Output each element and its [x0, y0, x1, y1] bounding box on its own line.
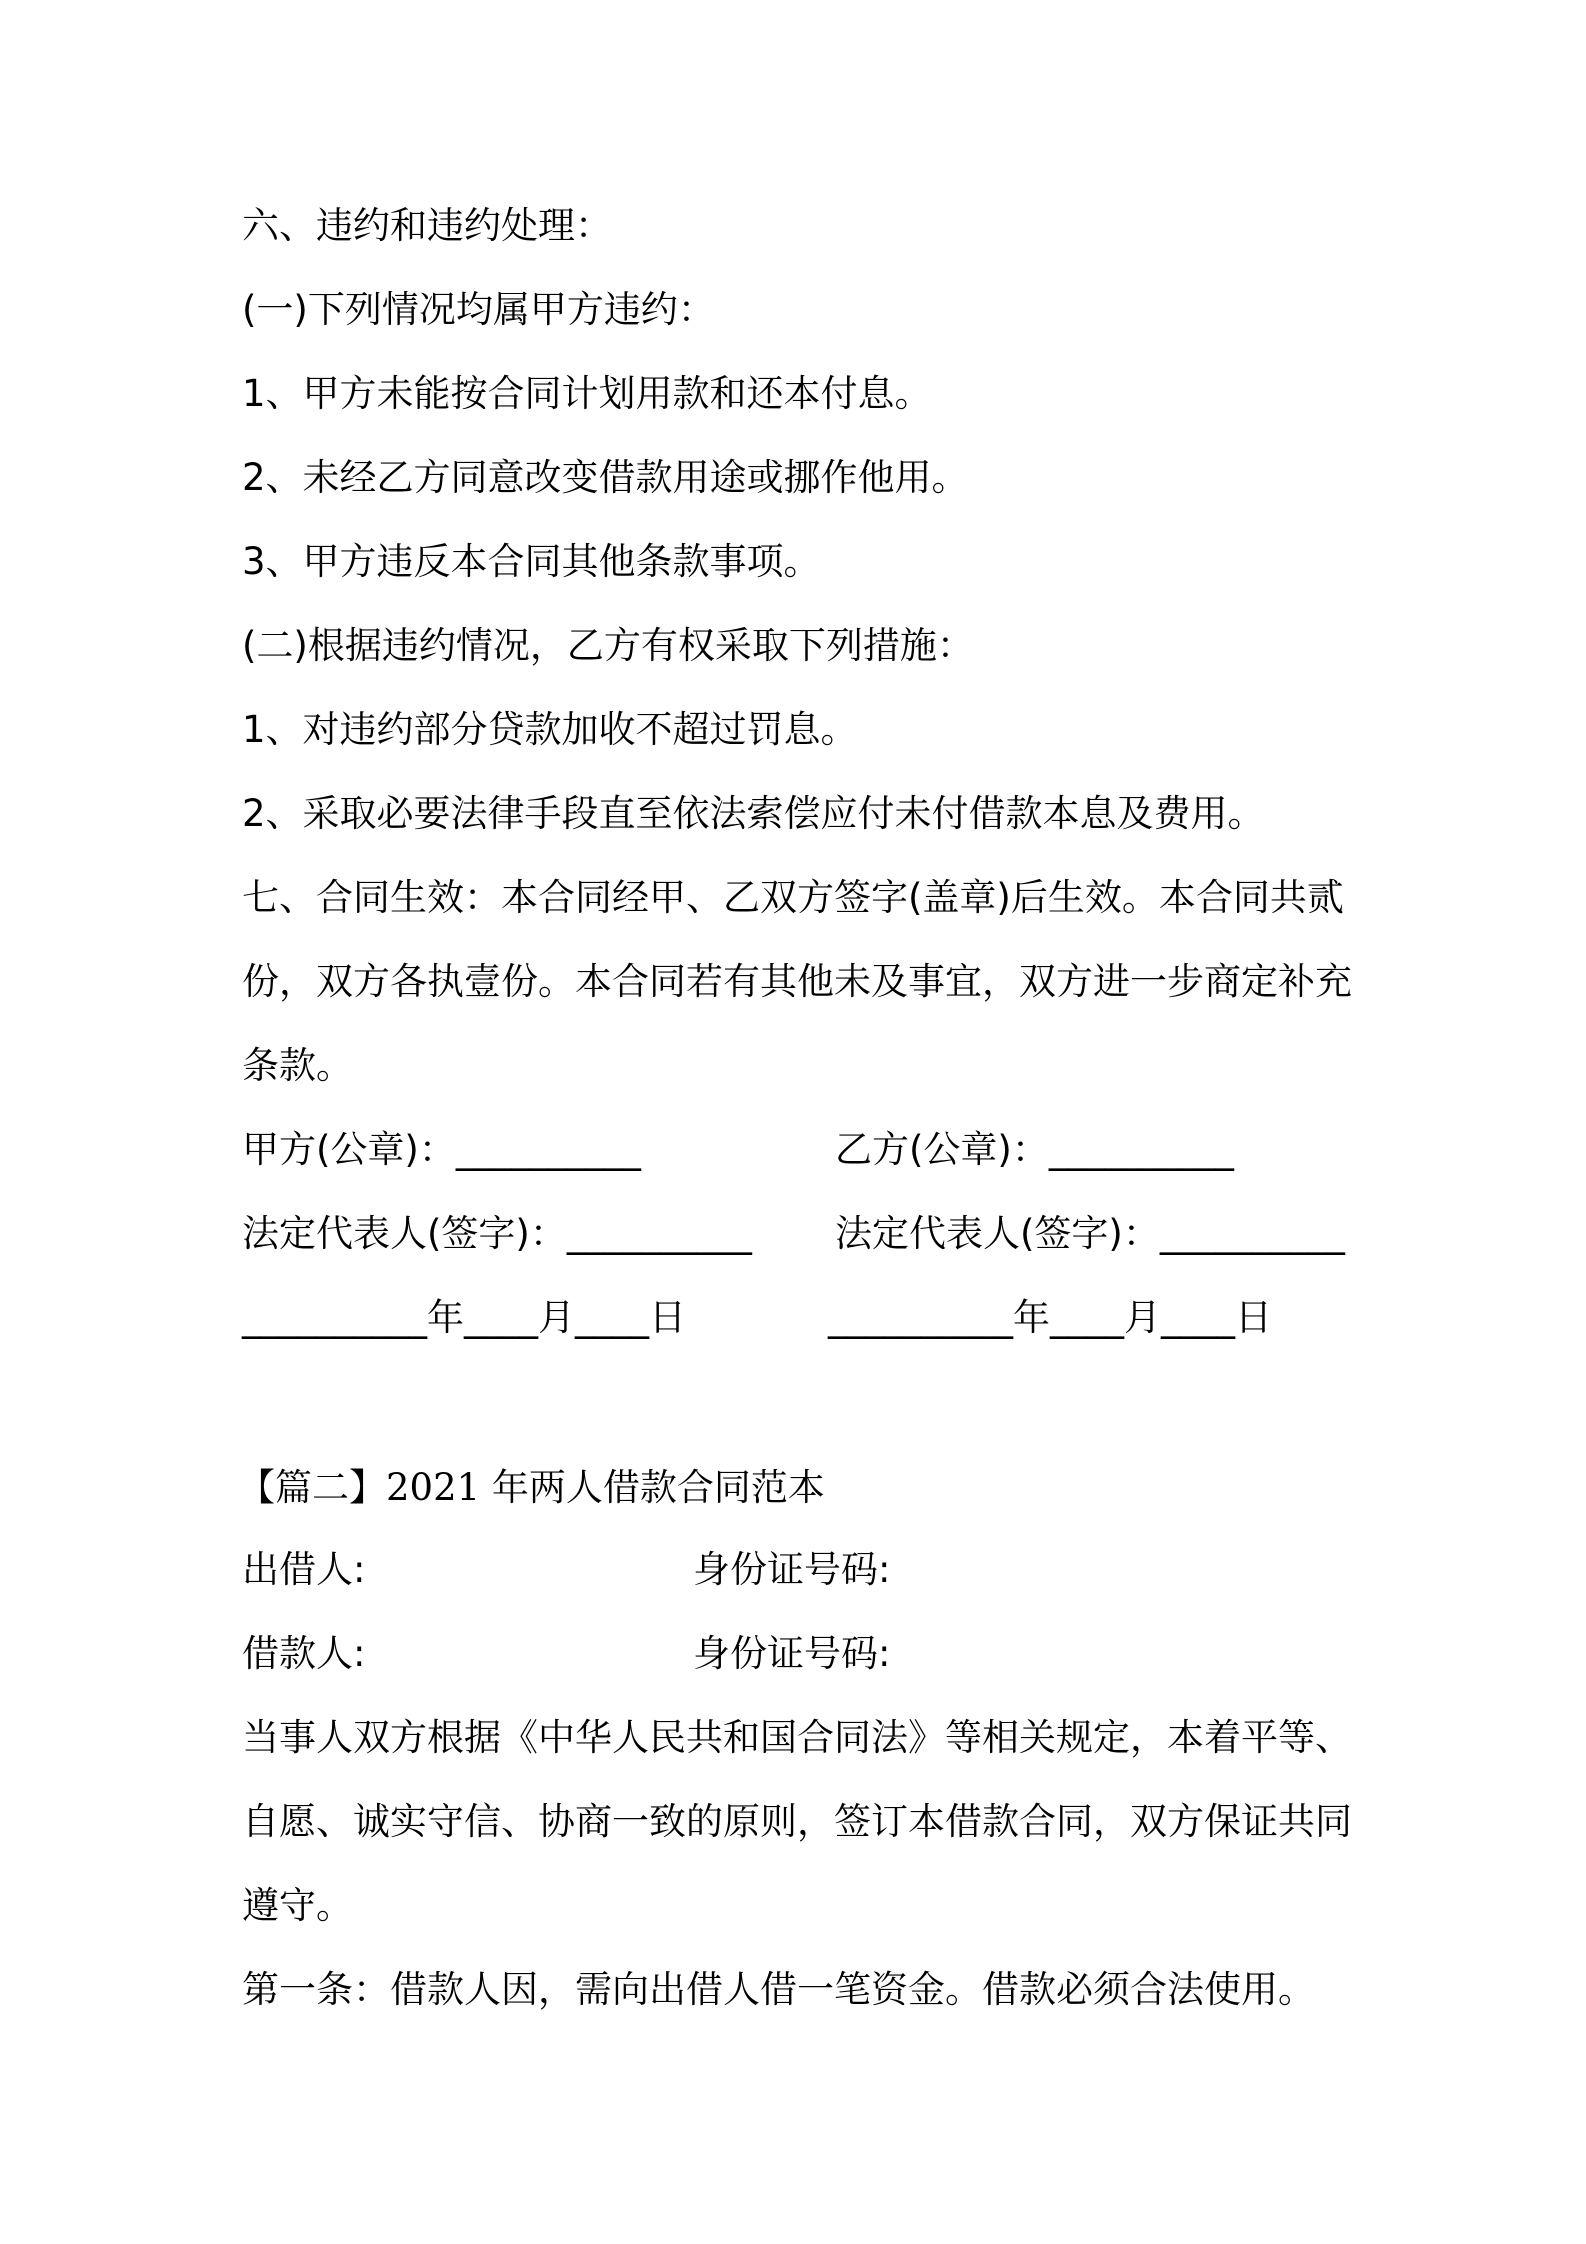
section6-sub1-item: 2、未经乙方同意改变借款用途或挪作他用。 [242, 456, 969, 499]
lender-label: 出借人: [242, 1548, 366, 1591]
borrower-label: 借款人: [242, 1632, 366, 1675]
section6-sub2-item: 2、采取必要法律手段直至依法索偿应付未付借款本息及费用。 [242, 792, 1265, 835]
section7-line: 份，双方各执壹份。本合同若有其他未及事宜，双方进一步商定补充 [242, 960, 1352, 1003]
section7-line: 七、合同生效：本合同经甲、乙双方签字(盖章)后生效。本合同共贰 [242, 876, 1344, 919]
section6-sub2-item: 1、对违约部分贷款加收不超过罚息。 [242, 708, 858, 751]
lender-id-label: 身份证号码: [693, 1548, 891, 1591]
party-b-representative: 法定代表人(签字)：__________ [835, 1212, 1345, 1255]
section6-heading: 六、违约和违约处理： [242, 204, 612, 247]
section6-sub1-item: 1、甲方未能按合同计划用款和还本付息。 [242, 372, 932, 415]
party-a-date: __________年____月____日 [242, 1296, 686, 1339]
article-1: 第一条：借款人因，需向出借人借一笔资金。借款必须合法使用。 [242, 1968, 1315, 2011]
section6-sub1-item: 3、甲方违反本合同其他条款事项。 [242, 540, 821, 583]
party-b-date: __________年____月____日 [828, 1296, 1272, 1339]
party-a-representative: 法定代表人(签字)：__________ [242, 1212, 752, 1255]
party-b-seal: 乙方(公章)：__________ [835, 1128, 1234, 1171]
part2-title: 【篇二】2021 年两人借款合同范本 [238, 1466, 825, 1509]
party-a-seal: 甲方(公章)：__________ [242, 1128, 641, 1171]
section6-sub2: (二)根据违约情况，乙方有权采取下列措施： [242, 624, 974, 667]
preamble-line: 当事人双方根据《中华人民共和国合同法》等相关规定，本着平等、 [242, 1716, 1352, 1759]
preamble-line: 遵守。 [242, 1884, 353, 1927]
section6-sub1: (一)下列情况均属甲方违约： [242, 288, 715, 331]
preamble-line: 自愿、诚实守信、协商一致的原则，签订本借款合同，双方保证共同 [242, 1800, 1352, 1843]
borrower-id-label: 身份证号码: [693, 1632, 891, 1675]
section7-line: 条款。 [242, 1044, 353, 1087]
